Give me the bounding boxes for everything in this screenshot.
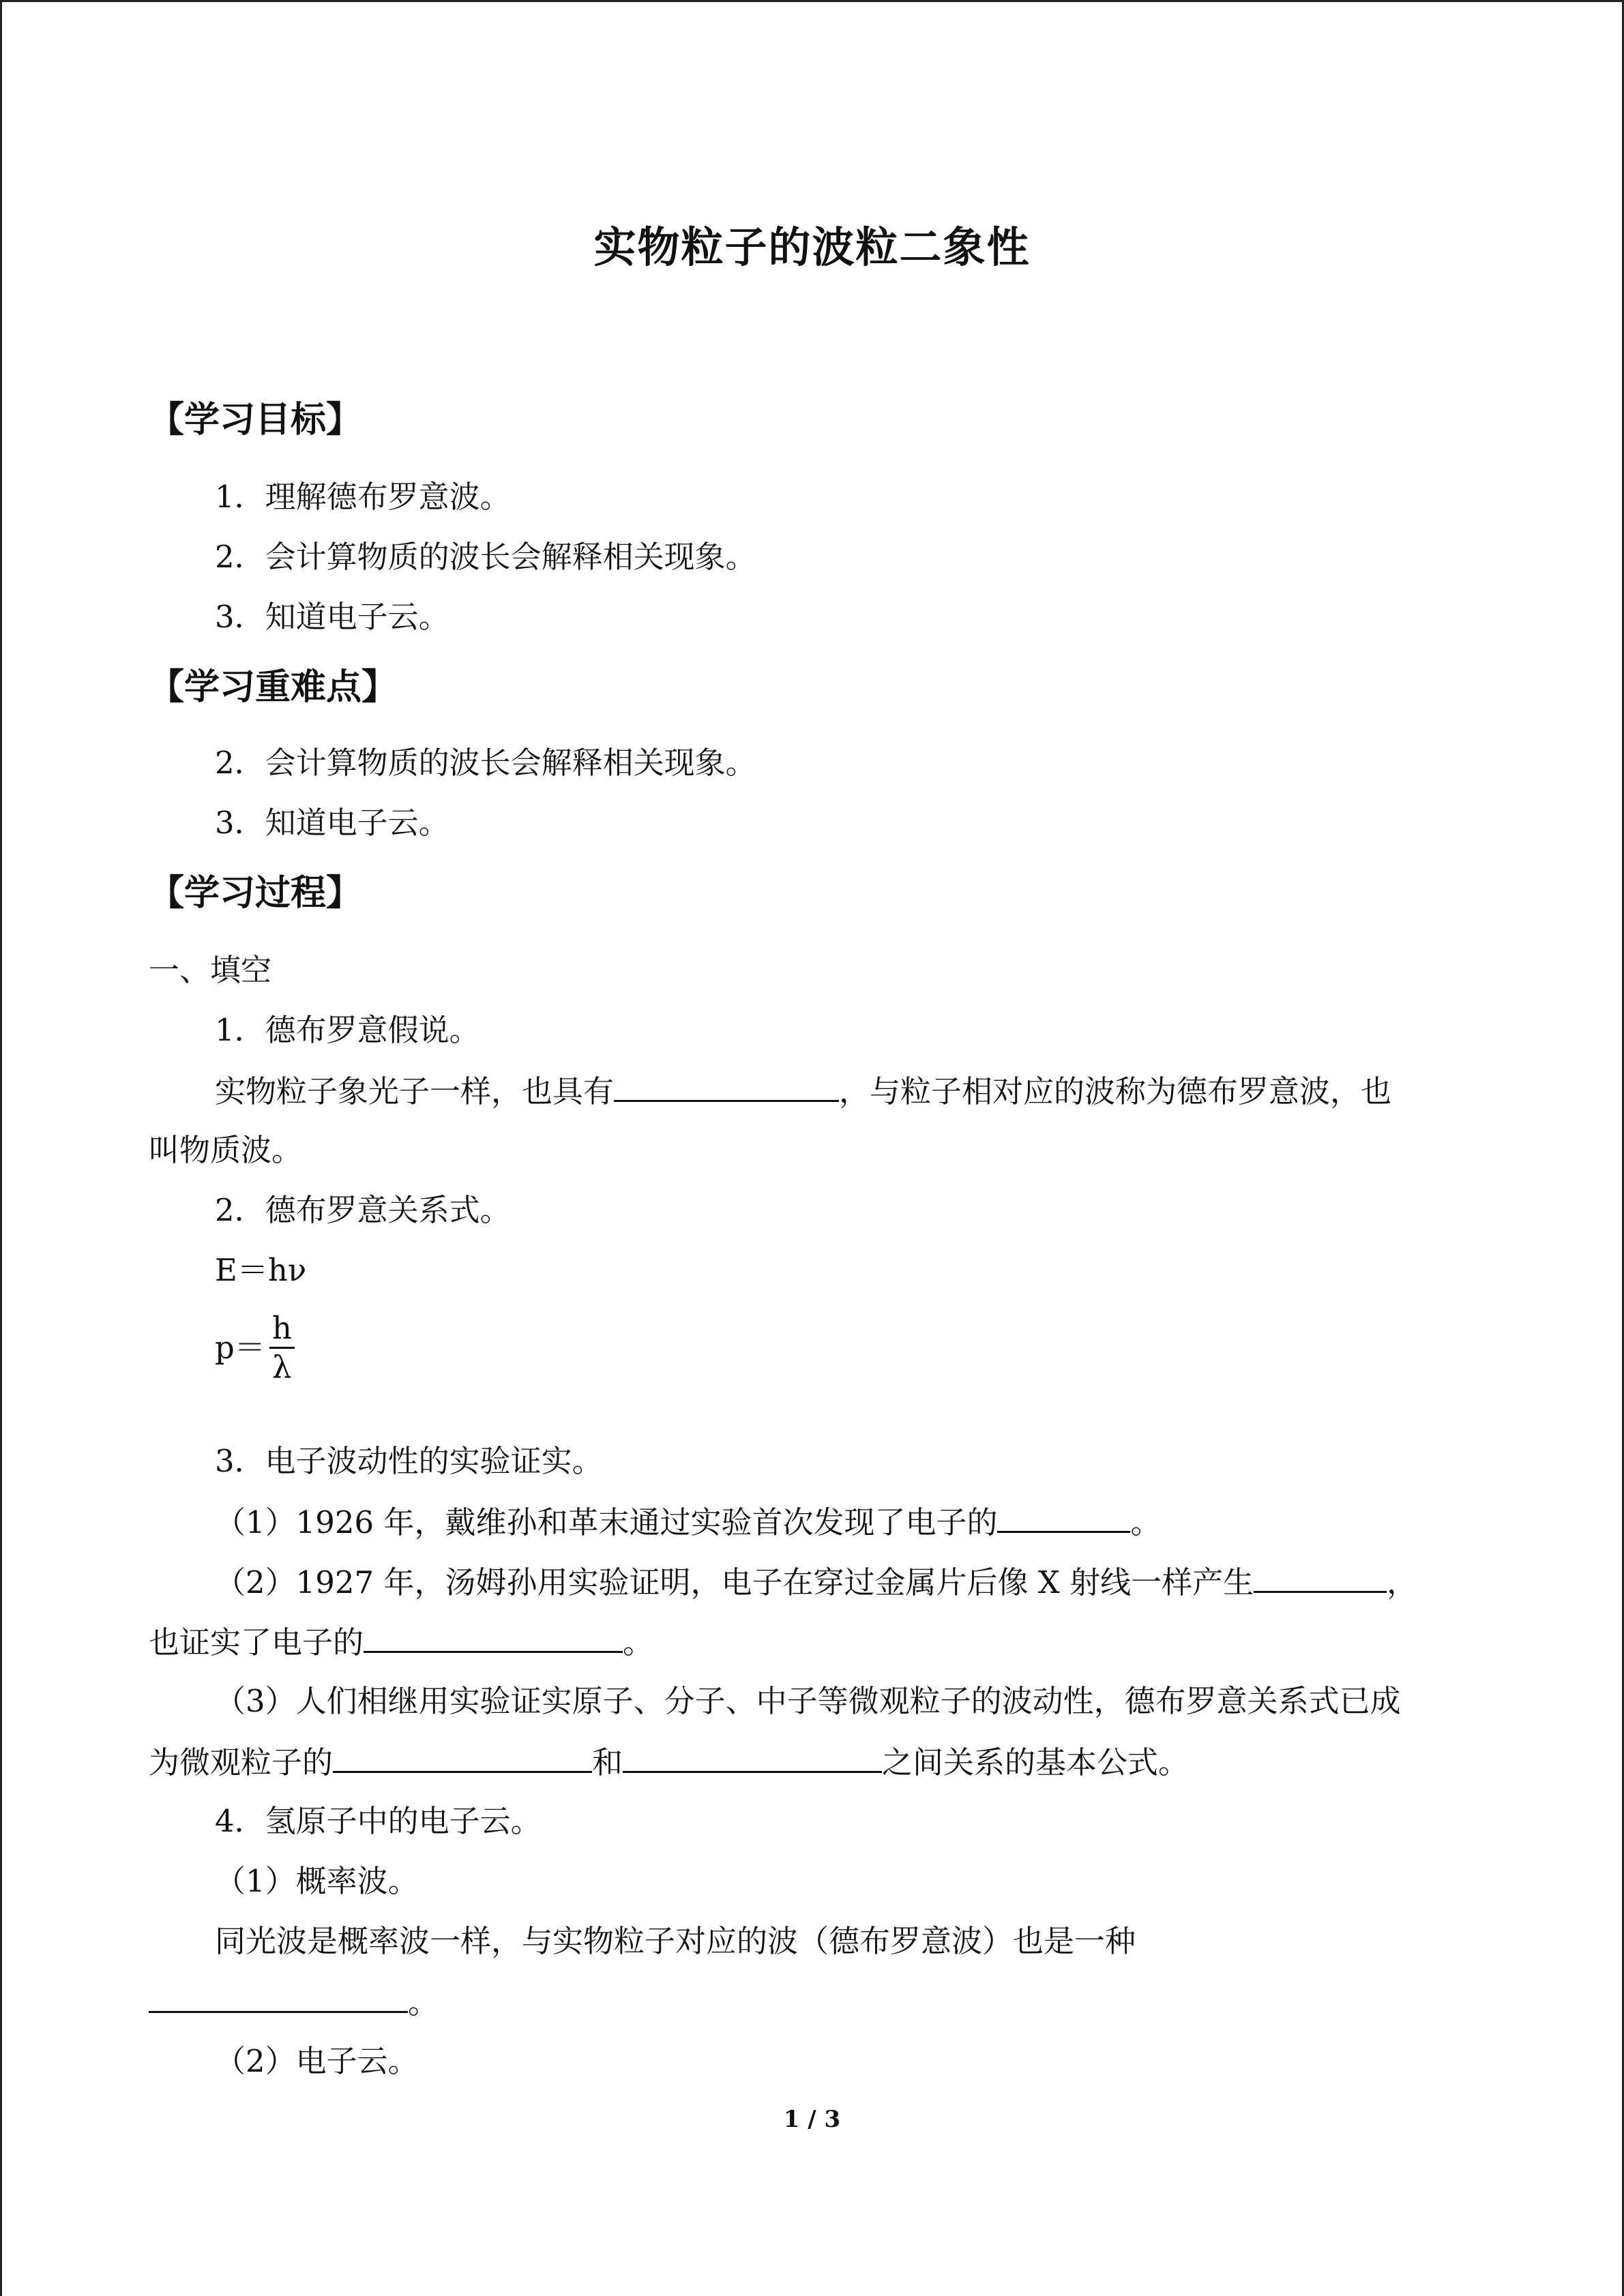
fraction-numerator: h (269, 1310, 295, 1349)
question-3-3: （3）人们相继用实验证实原子、分子、中子等微观粒子的波动性，德布罗意关系式已成 (215, 1683, 1401, 1719)
question-3-3-end: 之间关系的基本公式。 (882, 1744, 1190, 1780)
question-3-3-continued (149, 1741, 1189, 1783)
question-4-1-text: 同光波是概率波一样，与实物粒子对应的波（德布罗意波）也是一种 (215, 1923, 1136, 1959)
fraction-denominator: λ (272, 1349, 292, 1385)
question-3-1-end: 。 (1130, 1504, 1162, 1540)
formula-energy: E＝hν (215, 1252, 307, 1288)
question-3-title: 3．电子波动性的实验证实。 (215, 1443, 603, 1479)
question-2-title: 2．德布罗意关系式。 (215, 1192, 511, 1228)
section-heading-objectives: 【学习目标】 (149, 399, 362, 441)
objective-item-2: 2．会计算物质的波长会解释相关现象。 (215, 539, 756, 575)
question-4-1-title: （1）概率波。 (215, 1863, 419, 1899)
question-3-1 (215, 1501, 1161, 1543)
answer-blank-q3-3b[interactable] (623, 1741, 882, 1773)
fraction-h-over-lambda (269, 1310, 295, 1386)
question-3-3-and: 和 (592, 1744, 623, 1780)
answer-blank-q3-3a[interactable] (333, 1741, 592, 1773)
answer-blank-q3-2a[interactable] (1254, 1561, 1387, 1593)
question-3-2-text: （2）1927 年，汤姆孙用实验证明，电子在穿过金属片后像 X 射线一样产生 (215, 1564, 1254, 1600)
document-title: 实物粒子的波粒二象性 (593, 222, 1031, 272)
part-one-label: 一、填空 (149, 952, 272, 988)
section-heading-process: 【学习过程】 (149, 872, 362, 914)
question-4-1-answer-line (149, 1981, 439, 2023)
question-1-title: 1．德布罗意假说。 (215, 1012, 480, 1048)
question-1-text-a: 实物粒子象光子一样，也具有 (215, 1073, 615, 1109)
section-heading-key-points: 【学习重难点】 (149, 666, 398, 708)
question-1-text-c: 叫物质波。 (149, 1132, 303, 1168)
question-3-2-end: 。 (623, 1624, 654, 1660)
question-3-3-text-b: 为微观粒子的 (149, 1744, 334, 1780)
key-point-item-2: 2．会计算物质的波长会解释相关现象。 (215, 745, 756, 781)
question-1-paragraph (215, 1070, 1391, 1112)
key-point-item-3: 3．知道电子云。 (215, 805, 449, 841)
objective-item-3: 3．知道电子云。 (215, 599, 449, 635)
question-3-1-text: （1）1926 年，戴维孙和革末通过实验首次发现了电子的 (215, 1504, 998, 1540)
question-3-2-text-c: 也证实了电子的 (149, 1624, 364, 1660)
answer-blank-q3-1[interactable] (997, 1501, 1130, 1533)
question-4-2-title: （2）电子云。 (215, 2043, 419, 2079)
formula-momentum-lhs: p＝ (215, 1329, 265, 1366)
question-3-2-continued (149, 1621, 653, 1663)
question-3-2-comma: ， (1387, 1564, 1418, 1600)
formula-momentum (215, 1310, 295, 1386)
question-3-2 (215, 1561, 1417, 1603)
answer-blank-q3-2b[interactable] (364, 1621, 623, 1653)
answer-blank-q4-1[interactable] (149, 1981, 408, 2013)
question-4-1-end: 。 (408, 1984, 439, 2021)
objective-item-1: 1．理解德布罗意波。 (215, 479, 511, 515)
question-1-text-b: ，与粒子相对应的波称为德布罗意波，也 (839, 1073, 1392, 1109)
page-number: 1 / 3 (783, 2106, 841, 2133)
question-4-title: 4．氢原子中的电子云。 (215, 1803, 542, 1839)
answer-blank-q1[interactable] (614, 1070, 839, 1102)
